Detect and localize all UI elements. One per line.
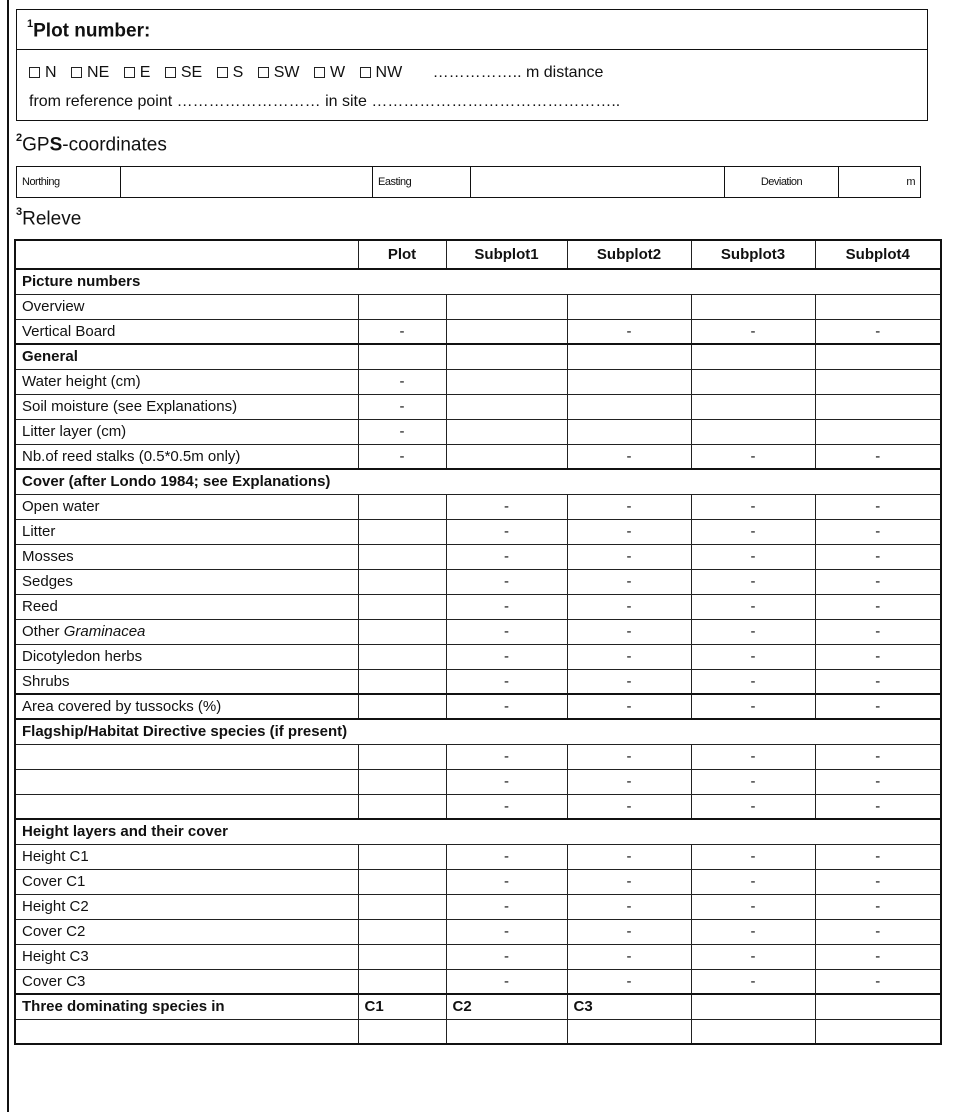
input-cell[interactable] (358, 619, 446, 644)
input-cell[interactable] (358, 769, 446, 794)
table-row (15, 694, 941, 719)
table-row (15, 894, 941, 919)
checkbox[interactable] (71, 67, 82, 78)
checkbox[interactable] (258, 67, 269, 78)
input-cell[interactable] (691, 394, 815, 419)
input-cell[interactable] (358, 544, 446, 569)
dash-cell: - (691, 969, 815, 994)
input-cell[interactable] (358, 569, 446, 594)
table-row (15, 419, 941, 444)
table-row (15, 294, 941, 319)
dash-cell: - (446, 969, 567, 994)
table-header-row (15, 240, 941, 269)
easting-label: Easting (373, 167, 471, 198)
row-label: Cover C3 (15, 969, 358, 994)
input-cell[interactable] (446, 444, 567, 469)
section-row (15, 469, 941, 494)
input-cell[interactable] (358, 494, 446, 519)
dash-cell: - (815, 869, 941, 894)
row-label: Overview (15, 294, 358, 319)
gps-heading: $^2$GPS-coordinates (16, 132, 167, 156)
direction-option-nw[interactable]: NW (360, 64, 403, 81)
direction-options (29, 64, 603, 82)
releve-table (14, 239, 942, 1045)
dash-cell: - (815, 919, 941, 944)
dash-cell: - (446, 844, 567, 869)
dash-cell: - (358, 319, 446, 344)
label-c3: C3 (567, 994, 691, 1019)
header-subplot2: Subplot2 (567, 240, 691, 269)
input-cell[interactable] (358, 969, 446, 994)
header-subplot1: Subplot1 (446, 240, 567, 269)
row-label: Height C1 (15, 844, 358, 869)
dash-cell: - (691, 919, 815, 944)
direction-option-n[interactable]: N (29, 64, 57, 81)
dash-cell: - (691, 619, 815, 644)
dash-cell: - (815, 794, 941, 819)
table-row (15, 494, 941, 519)
deviation-field[interactable] (839, 167, 921, 198)
row-label: Litter (15, 519, 358, 544)
gps-table (16, 166, 921, 198)
input-cell[interactable] (567, 369, 691, 394)
northing-field[interactable] (121, 167, 373, 198)
dash-cell: - (567, 969, 691, 994)
input-cell[interactable] (815, 294, 941, 319)
dash-cell: - (815, 669, 941, 694)
plot-number-title: $^1$Plot number: (17, 10, 927, 50)
dash-cell: - (446, 944, 567, 969)
input-cell[interactable] (358, 919, 446, 944)
releve-heading: $^3$Releve (16, 206, 82, 230)
distance-field[interactable]: …………….. (432, 64, 522, 81)
table-row (15, 319, 941, 344)
dash-cell: - (358, 394, 446, 419)
section-cover: Cover (after Londo 1984; see Explanations) (15, 469, 941, 494)
table-row (15, 869, 941, 894)
input-cell[interactable] (691, 294, 815, 319)
dash-cell: - (446, 519, 567, 544)
table-row (15, 544, 941, 569)
dash-cell: - (815, 319, 941, 344)
input-cell[interactable] (815, 394, 941, 419)
dash-cell: - (567, 769, 691, 794)
input-cell[interactable] (567, 294, 691, 319)
dash-cell: - (691, 844, 815, 869)
row-label: Dicotyledon herbs (15, 644, 358, 669)
dash-cell: - (567, 569, 691, 594)
row-label: Cover C2 (15, 919, 358, 944)
dash-cell: - (567, 694, 691, 719)
label-c2: C2 (446, 994, 567, 1019)
dash-cell: - (446, 894, 567, 919)
dash-cell: - (567, 844, 691, 869)
dash-cell: - (691, 744, 815, 769)
row-label: Soil moisture (see Explanations) (15, 394, 358, 419)
direction-option-ne[interactable]: NE (71, 64, 109, 81)
input-cell[interactable] (691, 419, 815, 444)
table-row (15, 919, 941, 944)
dash-cell: - (691, 794, 815, 819)
dash-cell: - (446, 644, 567, 669)
northing-label: Northing (17, 167, 121, 198)
row-label: Open water (15, 494, 358, 519)
dash-cell: - (815, 544, 941, 569)
row-label: Height C3 (15, 944, 358, 969)
dash-cell: - (691, 669, 815, 694)
row-label: Nb.of reed stalks (0.5*0.5m only) (15, 444, 358, 469)
dash-cell: - (691, 694, 815, 719)
table-row (15, 744, 941, 769)
dash-cell: - (815, 619, 941, 644)
dash-cell: - (446, 869, 567, 894)
deviation-label: Deviation (725, 167, 839, 198)
label-c1: C1 (358, 994, 446, 1019)
dash-cell: - (567, 644, 691, 669)
table-row (15, 569, 941, 594)
dash-cell: - (446, 544, 567, 569)
dash-cell: - (815, 569, 941, 594)
input-cell[interactable] (15, 1019, 358, 1044)
dash-cell: - (567, 894, 691, 919)
dash-cell: - (567, 669, 691, 694)
checkbox[interactable] (124, 67, 135, 78)
species-input[interactable] (15, 769, 358, 794)
dash-cell: - (691, 519, 815, 544)
direction-option-w[interactable]: W (314, 64, 345, 81)
left-margin-line (7, 0, 9, 1112)
row-label: Height C2 (15, 894, 358, 919)
input-cell[interactable] (815, 1019, 941, 1044)
dash-cell: - (815, 694, 941, 719)
input-cell[interactable] (358, 744, 446, 769)
section-row (15, 719, 941, 744)
dash-cell: - (446, 744, 567, 769)
row-label: Other Graminacea (15, 619, 358, 644)
dash-cell: - (446, 594, 567, 619)
dash-cell: - (691, 494, 815, 519)
dash-cell: - (815, 969, 941, 994)
section-row (15, 344, 941, 369)
table-row (15, 944, 941, 969)
input-cell[interactable] (691, 994, 815, 1019)
dash-cell: - (815, 644, 941, 669)
section-row (15, 269, 941, 294)
input-cell[interactable] (815, 369, 941, 394)
table-row (15, 369, 941, 394)
dash-cell: - (567, 794, 691, 819)
dash-cell: - (815, 494, 941, 519)
table-row (15, 994, 941, 1019)
input-cell[interactable] (815, 994, 941, 1019)
dash-cell: - (691, 944, 815, 969)
table-row (15, 969, 941, 994)
dash-cell: - (446, 569, 567, 594)
checkbox[interactable] (314, 67, 325, 78)
dash-cell: - (446, 694, 567, 719)
table-row (15, 844, 941, 869)
checkbox[interactable] (29, 67, 40, 78)
dash-cell: - (691, 544, 815, 569)
dash-cell: - (815, 594, 941, 619)
table-row (15, 519, 941, 544)
dash-cell: - (567, 944, 691, 969)
dash-cell: - (567, 494, 691, 519)
row-label: Sedges (15, 569, 358, 594)
dash-cell: - (446, 619, 567, 644)
row-label: Area covered by tussocks (%) (15, 694, 358, 719)
header-cell (15, 240, 358, 269)
dash-cell: - (446, 769, 567, 794)
input-cell[interactable] (358, 694, 446, 719)
table-row (15, 794, 941, 819)
row-label: Shrubs (15, 669, 358, 694)
header-subplot4: Subplot4 (815, 240, 941, 269)
input-cell[interactable] (815, 419, 941, 444)
dash-cell: - (567, 544, 691, 569)
dash-cell: - (567, 444, 691, 469)
row-label: Litter layer (cm) (15, 419, 358, 444)
dash-cell: - (567, 619, 691, 644)
ref-label: from reference point (29, 93, 173, 110)
plot-number-box (16, 9, 928, 121)
dash-cell: - (691, 569, 815, 594)
input-cell[interactable] (446, 294, 567, 319)
input-cell[interactable] (446, 394, 567, 419)
row-label: Water height (cm) (15, 369, 358, 394)
row-label: Three dominating species in (15, 994, 358, 1019)
site-label: in site (325, 93, 367, 110)
dash-cell: - (815, 744, 941, 769)
reference-line (29, 93, 620, 111)
dash-cell: - (446, 919, 567, 944)
dash-cell: - (691, 444, 815, 469)
checkbox[interactable] (165, 67, 176, 78)
dash-cell: - (567, 519, 691, 544)
direction-option-e[interactable]: E (124, 64, 151, 81)
dash-cell: - (815, 769, 941, 794)
table-row (15, 644, 941, 669)
dash-cell: - (446, 794, 567, 819)
dash-cell: - (358, 369, 446, 394)
dash-cell: - (815, 844, 941, 869)
dash-cell: - (567, 744, 691, 769)
table-row (15, 619, 941, 644)
input-cell[interactable] (567, 1019, 691, 1044)
input-cell[interactable] (358, 644, 446, 669)
input-cell[interactable] (358, 794, 446, 819)
input-cell[interactable] (358, 594, 446, 619)
row-label: Reed (15, 594, 358, 619)
direction-option-sw[interactable]: SW (258, 64, 300, 81)
dash-cell: - (815, 894, 941, 919)
input-cell[interactable] (358, 944, 446, 969)
table-row (15, 769, 941, 794)
table-row (15, 1019, 941, 1044)
species-input[interactable] (15, 744, 358, 769)
table-row (15, 394, 941, 419)
input-cell[interactable] (358, 1019, 446, 1044)
dash-cell: - (567, 919, 691, 944)
dash-cell: - (567, 594, 691, 619)
species-input[interactable] (15, 794, 358, 819)
dash-cell: - (691, 319, 815, 344)
dash-cell: - (815, 944, 941, 969)
dash-cell: - (691, 594, 815, 619)
input-cell[interactable] (446, 369, 567, 394)
section-height-layers: Height layers and their cover (15, 819, 941, 844)
input-cell[interactable] (567, 419, 691, 444)
header-subplot3: Subplot3 (691, 240, 815, 269)
input-cell[interactable] (358, 844, 446, 869)
dash-cell: - (358, 444, 446, 469)
ref-field[interactable]: ……………………… (176, 93, 321, 110)
input-cell[interactable] (691, 1019, 815, 1044)
section-picture-numbers: Picture numbers (15, 269, 941, 294)
dash-cell: - (815, 519, 941, 544)
dash-cell: - (691, 869, 815, 894)
section-general: General (15, 344, 358, 369)
input-cell[interactable] (446, 319, 567, 344)
row-label: Mosses (15, 544, 358, 569)
input-cell[interactable] (358, 519, 446, 544)
input-cell[interactable] (446, 1019, 567, 1044)
site-field[interactable]: ……………………………………….. (371, 93, 621, 110)
section-flagship: Flagship/Habitat Directive species (if present) (15, 719, 941, 744)
checkbox[interactable] (217, 67, 228, 78)
section-row (15, 819, 941, 844)
input-cell[interactable] (358, 894, 446, 919)
table-row (15, 669, 941, 694)
easting-field[interactable] (471, 167, 725, 198)
table-row (15, 444, 941, 469)
input-cell[interactable] (358, 669, 446, 694)
deviation-unit: m (906, 176, 915, 188)
dash-cell: - (446, 669, 567, 694)
distance-label: m distance (526, 64, 604, 81)
checkbox[interactable] (360, 67, 371, 78)
dash-cell: - (567, 869, 691, 894)
dash-cell: - (567, 319, 691, 344)
header-plot: Plot (358, 240, 446, 269)
input-cell[interactable] (358, 294, 446, 319)
dash-cell: - (815, 444, 941, 469)
row-label: Vertical Board (15, 319, 358, 344)
direction-option-s[interactable]: S (217, 64, 244, 81)
table-row (15, 594, 941, 619)
input-cell[interactable] (691, 369, 815, 394)
dash-cell: - (691, 769, 815, 794)
dash-cell: - (691, 644, 815, 669)
dash-cell: - (691, 894, 815, 919)
row-label: Cover C1 (15, 869, 358, 894)
dash-cell: - (446, 494, 567, 519)
direction-option-se[interactable]: SE (165, 64, 202, 81)
input-cell[interactable] (446, 419, 567, 444)
dash-cell: - (358, 419, 446, 444)
input-cell[interactable] (567, 394, 691, 419)
input-cell[interactable] (358, 869, 446, 894)
